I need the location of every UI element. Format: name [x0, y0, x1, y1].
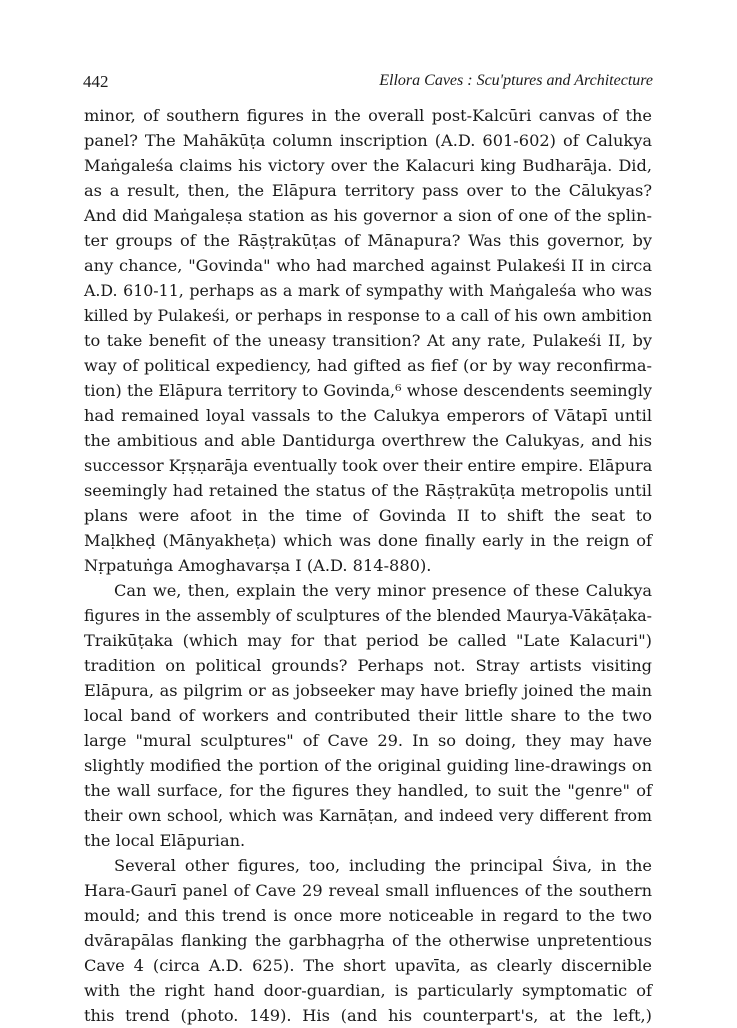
text-line: ter groups of the Rāṣṭrakūṭas of Mānapura? Was this governor, by	[84, 231, 652, 250]
running-head	[83, 72, 653, 96]
text-line: the local Elāpurian.	[84, 831, 246, 850]
text-line: minor, of southern figures in the overall post-Kalcūri canvas of the	[84, 106, 652, 125]
page-number: 442	[83, 72, 109, 91]
text-line: Hara-Gaurī panel of Cave 29 reveal small influences of the southern	[84, 881, 652, 900]
text-line: mould; and this trend is once more noticeable in regard to the two	[84, 906, 652, 925]
text-line: figures in the assembly of sculptures of the blended Maurya-Vākāṭaka-	[84, 606, 652, 625]
text-line: panel? The Mahākūṭa column inscription (A.D. 601-602) of Calukya	[84, 131, 652, 150]
text-line: killed by Pulakeśi, or perhaps in response to a call of his own ambition	[84, 306, 652, 325]
text-line: this trend (photo. 149). His (and his counterpart's, at the left,)	[84, 1006, 652, 1025]
text-line: had remained loyal vassals to the Calukya emperors of Vātapī until	[84, 406, 652, 425]
text-line: tradition on political grounds? Perhaps not. Stray artists visiting	[84, 656, 652, 675]
text-line: Traikūṭaka (which may for that period be called "Late Kalacuri")	[84, 631, 652, 650]
text-line: successor Kṛṣṇarāja eventually took over their entire empire. Elāpura	[84, 456, 653, 475]
text-line: with the right hand door-guardian, is particularly symptomatic of	[84, 981, 652, 1000]
text-line: the wall surface, for the figures they handled, to suit the "genre" of	[84, 781, 652, 800]
text-line: Nṛpatuṅga Amoghavarṣa I (A.D. 814-880).	[84, 556, 432, 575]
text-line: to take benefit of the uneasy transition? At any rate, Pulakeśi II, by	[84, 331, 652, 350]
text-line: plans were afoot in the time of Govinda II to shift the seat to	[84, 506, 652, 525]
body-text	[84, 103, 652, 1028]
text-line: dvārapālas flanking the garbhagṛha of the otherwise unpretentious	[84, 931, 652, 950]
text-line: slightly modified the portion of the original guiding line-drawings on	[84, 756, 652, 775]
text-line: Maṅgaleśa claims his victory over the Kalacuri king Budharāja. Did,	[84, 156, 652, 175]
text-line: local band of workers and contributed their little share to the two	[84, 706, 652, 725]
text-line: tion) the Elāpura territory to Govinda,⁶ whose descendents seemingly	[84, 381, 652, 400]
text-line: seemingly had retained the status of the Rāṣṭrakūṭa metropolis until	[84, 481, 652, 500]
text-line: as a result, then, the Elāpura territory pass over to the Cālukyas?	[84, 181, 652, 200]
text-line: Elāpura, as pilgrim or as jobseeker may have briefly joined the main	[84, 681, 652, 700]
text-line: A.D. 610-11, perhaps as a mark of sympathy with Maṅgaleśa who was	[84, 281, 652, 300]
text-line: way of political expediency, had gifted as fief (or by way reconfirma-	[84, 356, 652, 375]
text-line: any chance, "Govinda" who had marched against Pulakeśi II in circa	[84, 256, 652, 275]
text-line: Can we, then, explain the very minor presence of these Calukya	[114, 581, 652, 600]
running-title: Ellora Caves : Scu'ptures and Architecture	[379, 72, 653, 89]
text-line: Several other figures, too, including the principal Śiva, in the	[114, 856, 652, 875]
text-line: Maḷkheḍ (Mānyakheṭa) which was done finally early in the reign of	[84, 531, 652, 550]
text-line: their own school, which was Karnāṭan, and indeed very different from	[84, 806, 652, 825]
text-line: And did Maṅgaleṣa station as his governor a sion of one of the splin-	[84, 206, 652, 225]
text-line: the ambitious and able Dantidurga overthrew the Calukyas, and his	[84, 431, 652, 450]
text-line: large "mural sculptures" of Cave 29. In so doing, they may have	[84, 731, 652, 750]
text-line: Cave 4 (circa A.D. 625). The short upavīta, as clearly discernible	[84, 956, 652, 975]
